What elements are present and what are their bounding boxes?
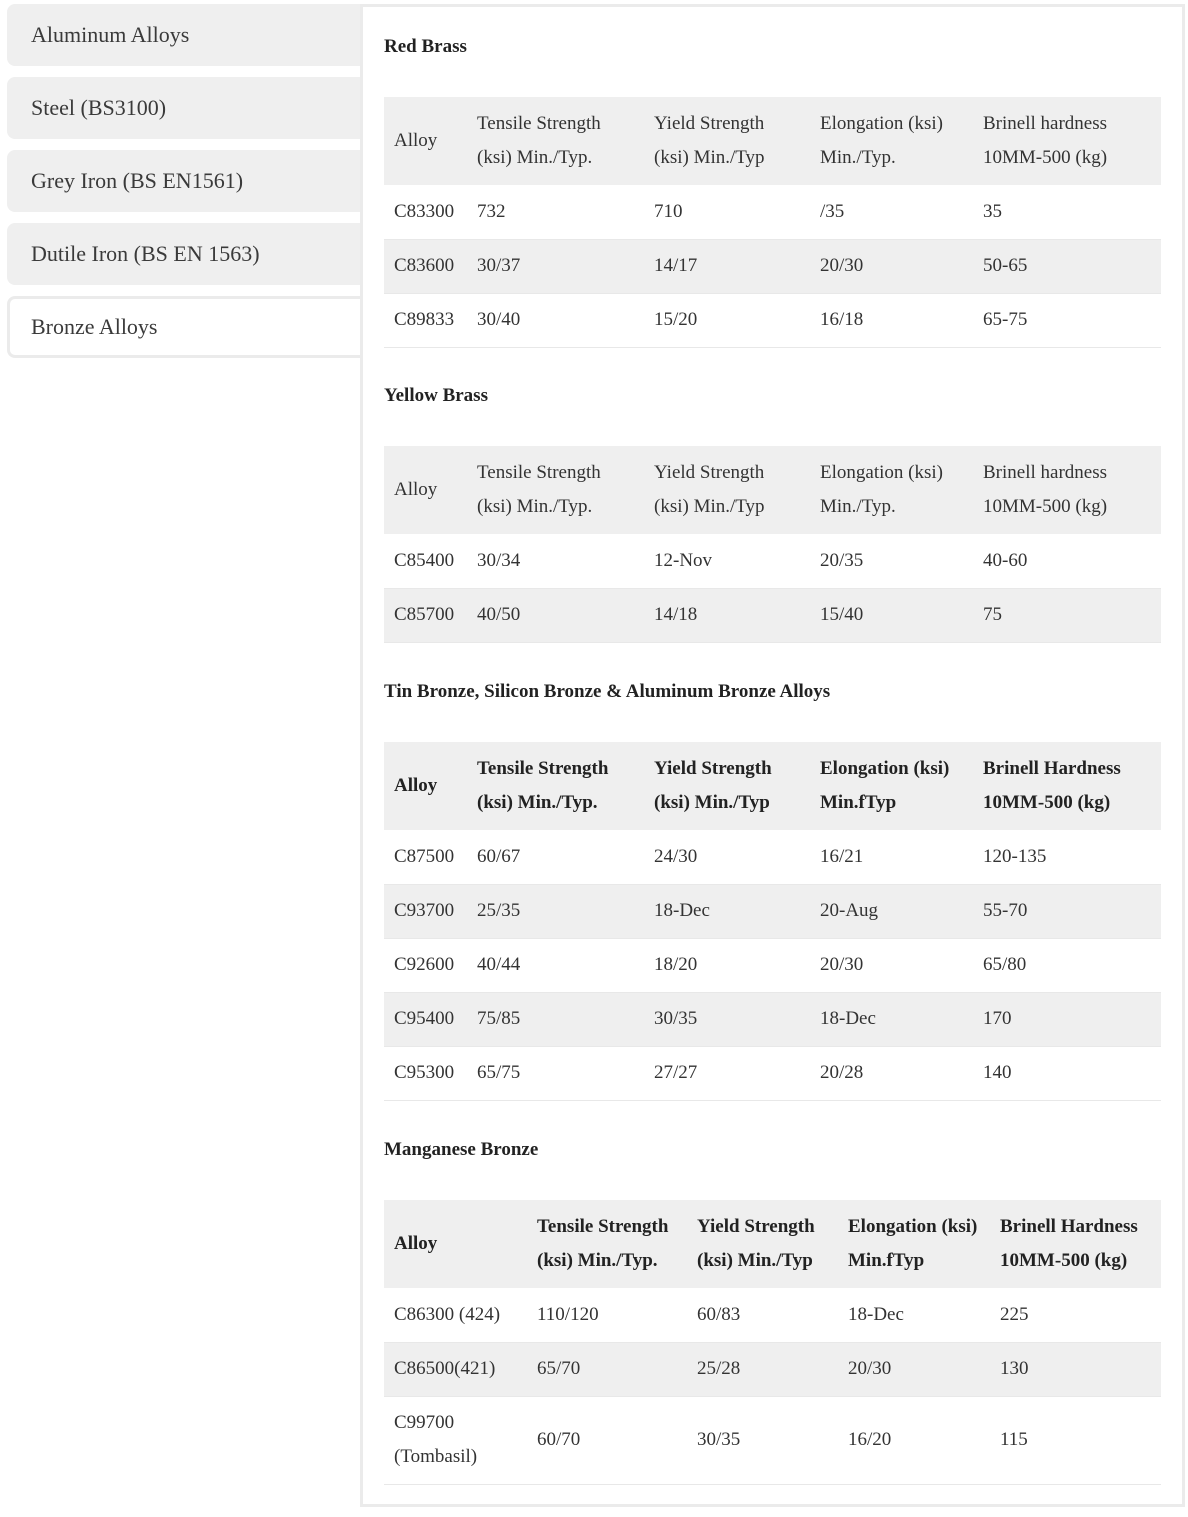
table-header-row bbox=[384, 97, 1161, 185]
header-cell: Elongation (ksi) Min./Typ. bbox=[820, 113, 943, 168]
cell: C92600 bbox=[394, 954, 455, 975]
table-row bbox=[384, 588, 1161, 642]
cell: 27/27 bbox=[654, 1062, 698, 1083]
header-cell: Tensile Strength (ksi) Min./Typ. bbox=[537, 1216, 669, 1271]
header-cell: Tensile Strength (ksi) Min./Typ. bbox=[477, 758, 609, 813]
cell: 18-Dec bbox=[654, 900, 710, 921]
table-row bbox=[384, 534, 1161, 588]
tab-steel[interactable] bbox=[7, 77, 363, 139]
cell: 110/120 bbox=[537, 1303, 599, 1325]
header-cell: Brinell hardness 10MM-500 (kg) bbox=[983, 113, 1108, 168]
table-tin-bronze bbox=[384, 742, 1161, 1101]
header-cell: Tensile Strength (ksi) Min./Typ. bbox=[477, 462, 601, 517]
cell: 14/17 bbox=[654, 255, 698, 276]
cell: 35 bbox=[983, 200, 1002, 222]
cell: 65/80 bbox=[983, 954, 1027, 975]
section-title-yellow-brass: Yellow Brass bbox=[384, 385, 488, 406]
tab-grey-iron[interactable] bbox=[7, 150, 363, 212]
cell: 25/28 bbox=[697, 1358, 741, 1379]
cell: C95300 bbox=[394, 1062, 455, 1083]
cell: 20/35 bbox=[820, 549, 864, 571]
section-title-tin-bronze: Tin Bronze, Silicon Bronze & Aluminum Bronze Alloys bbox=[384, 681, 831, 702]
cell: C89833 bbox=[394, 309, 455, 330]
cell: 12-Nov bbox=[654, 549, 713, 571]
tab-label: Grey Iron (BS EN1561) bbox=[31, 168, 244, 193]
cell: 30/35 bbox=[654, 1008, 698, 1029]
table-yellow-brass bbox=[384, 446, 1161, 643]
cell: 30/35 bbox=[697, 1429, 741, 1450]
section-title-red-brass: Red Brass bbox=[384, 36, 467, 57]
cell: 15/20 bbox=[654, 309, 698, 330]
header-cell: Tensile Strength (ksi) Min./Typ. bbox=[477, 113, 601, 168]
cell: 24/30 bbox=[654, 845, 698, 867]
cell: 16/20 bbox=[848, 1429, 892, 1450]
table-row bbox=[384, 1288, 1161, 1342]
cell: 20-Aug bbox=[820, 900, 879, 921]
cell: C86300 (424) bbox=[394, 1303, 501, 1325]
table-row bbox=[384, 884, 1161, 938]
cell: C99700 (Tombasil) bbox=[394, 1412, 478, 1467]
cell: 65/70 bbox=[537, 1358, 581, 1379]
cell: C85700 bbox=[394, 604, 455, 625]
table-row bbox=[384, 938, 1161, 992]
cell: 16/21 bbox=[820, 845, 864, 867]
cell: 225 bbox=[1000, 1303, 1029, 1325]
header-cell: Brinell hardness 10MM-500 (kg) bbox=[983, 462, 1108, 517]
cell: 15/40 bbox=[820, 604, 864, 625]
cell: 60/67 bbox=[477, 845, 521, 867]
cell: 30/37 bbox=[477, 255, 521, 276]
cell: 30/34 bbox=[477, 549, 521, 571]
cell: /35 bbox=[820, 200, 845, 222]
table-row bbox=[384, 239, 1161, 293]
cell: 55-70 bbox=[983, 900, 1028, 921]
header-cell: Elongation (ksi) Min./Typ. bbox=[820, 462, 943, 517]
cell: 18-Dec bbox=[820, 1008, 876, 1029]
table-header-row bbox=[384, 446, 1161, 534]
cell: 65/75 bbox=[477, 1062, 521, 1083]
cell: 50-65 bbox=[983, 255, 1028, 276]
section-title-manganese-bronze: Manganese Bronze bbox=[384, 1139, 539, 1160]
cell: C85400 bbox=[394, 549, 455, 571]
header-cell: Alloy bbox=[394, 130, 438, 151]
cell: 18-Dec bbox=[848, 1303, 904, 1325]
cell: C86500(421) bbox=[394, 1358, 496, 1379]
cell: 710 bbox=[654, 200, 683, 222]
cell: 18/20 bbox=[654, 954, 698, 975]
header-cell: Yield Strength (ksi) Min./Typ bbox=[697, 1216, 815, 1271]
table-manganese-bronze bbox=[384, 1200, 1161, 1485]
cell: 20/30 bbox=[820, 255, 864, 276]
cell: 115 bbox=[1000, 1429, 1028, 1450]
tab-label: Steel (BS3100) bbox=[31, 95, 167, 120]
cell: 60/83 bbox=[697, 1303, 741, 1325]
cell: 40/50 bbox=[477, 604, 521, 625]
tab-bronze-alloys[interactable] bbox=[7, 296, 363, 358]
cell: C83600 bbox=[394, 255, 455, 276]
table-header-row bbox=[384, 1200, 1161, 1288]
tab-aluminum-alloys[interactable] bbox=[7, 4, 363, 66]
cell: 65-75 bbox=[983, 309, 1028, 330]
tab-ductile-iron[interactable] bbox=[7, 223, 363, 285]
cell: 140 bbox=[983, 1062, 1012, 1083]
cell: 20/28 bbox=[820, 1062, 864, 1083]
table-row bbox=[384, 1396, 1161, 1484]
header-cell: Elongation (ksi) Min.fTyp bbox=[848, 1216, 978, 1271]
cell: C87500 bbox=[394, 845, 455, 867]
header-cell: Elongation (ksi) Min.fTyp bbox=[820, 758, 950, 813]
cell: 75 bbox=[983, 604, 1002, 625]
cell: 75/85 bbox=[477, 1008, 521, 1029]
table-row bbox=[384, 1342, 1161, 1396]
cell: 130 bbox=[1000, 1358, 1029, 1379]
table-row bbox=[384, 830, 1161, 884]
cell: 40-60 bbox=[983, 549, 1028, 571]
header-cell: Yield Strength (ksi) Min./Typ bbox=[654, 758, 772, 813]
cell: 16/18 bbox=[820, 309, 864, 330]
cell: 40/44 bbox=[477, 954, 521, 975]
header-cell: Brinell Hardness 10MM-500 (kg) bbox=[1000, 1216, 1138, 1271]
cell: 120-135 bbox=[983, 845, 1047, 867]
cell: 30/40 bbox=[477, 309, 521, 330]
cell: 170 bbox=[983, 1008, 1012, 1029]
cell: C83300 bbox=[394, 200, 455, 222]
header-cell: Yield Strength (ksi) Min./Typ bbox=[654, 113, 765, 168]
cell: 60/70 bbox=[537, 1429, 581, 1450]
category-tab-list bbox=[7, 4, 363, 369]
cell: 14/18 bbox=[654, 604, 698, 625]
table-row bbox=[384, 293, 1161, 347]
tab-content-panel bbox=[360, 4, 1185, 1507]
header-cell: Alloy bbox=[394, 479, 438, 500]
table-red-brass bbox=[384, 97, 1161, 348]
table-row bbox=[384, 185, 1161, 239]
tab-label: Bronze Alloys bbox=[31, 314, 158, 339]
cell: C93700 bbox=[394, 900, 455, 921]
header-cell: Alloy bbox=[394, 1233, 438, 1254]
header-cell: Alloy bbox=[394, 775, 438, 796]
cell: C95400 bbox=[394, 1008, 455, 1029]
header-cell: Yield Strength (ksi) Min./Typ bbox=[654, 462, 765, 517]
tab-label: Dutile Iron (BS EN 1563) bbox=[31, 241, 260, 266]
cell: 732 bbox=[477, 200, 506, 222]
cell: 20/30 bbox=[820, 954, 864, 975]
table-row bbox=[384, 1046, 1161, 1100]
cell: 20/30 bbox=[848, 1358, 892, 1379]
header-cell: Brinell Hardness 10MM-500 (kg) bbox=[983, 758, 1121, 813]
cell: 25/35 bbox=[477, 900, 521, 921]
table-header-row bbox=[384, 742, 1161, 830]
tab-label: Aluminum Alloys bbox=[31, 22, 190, 47]
table-row bbox=[384, 992, 1161, 1046]
